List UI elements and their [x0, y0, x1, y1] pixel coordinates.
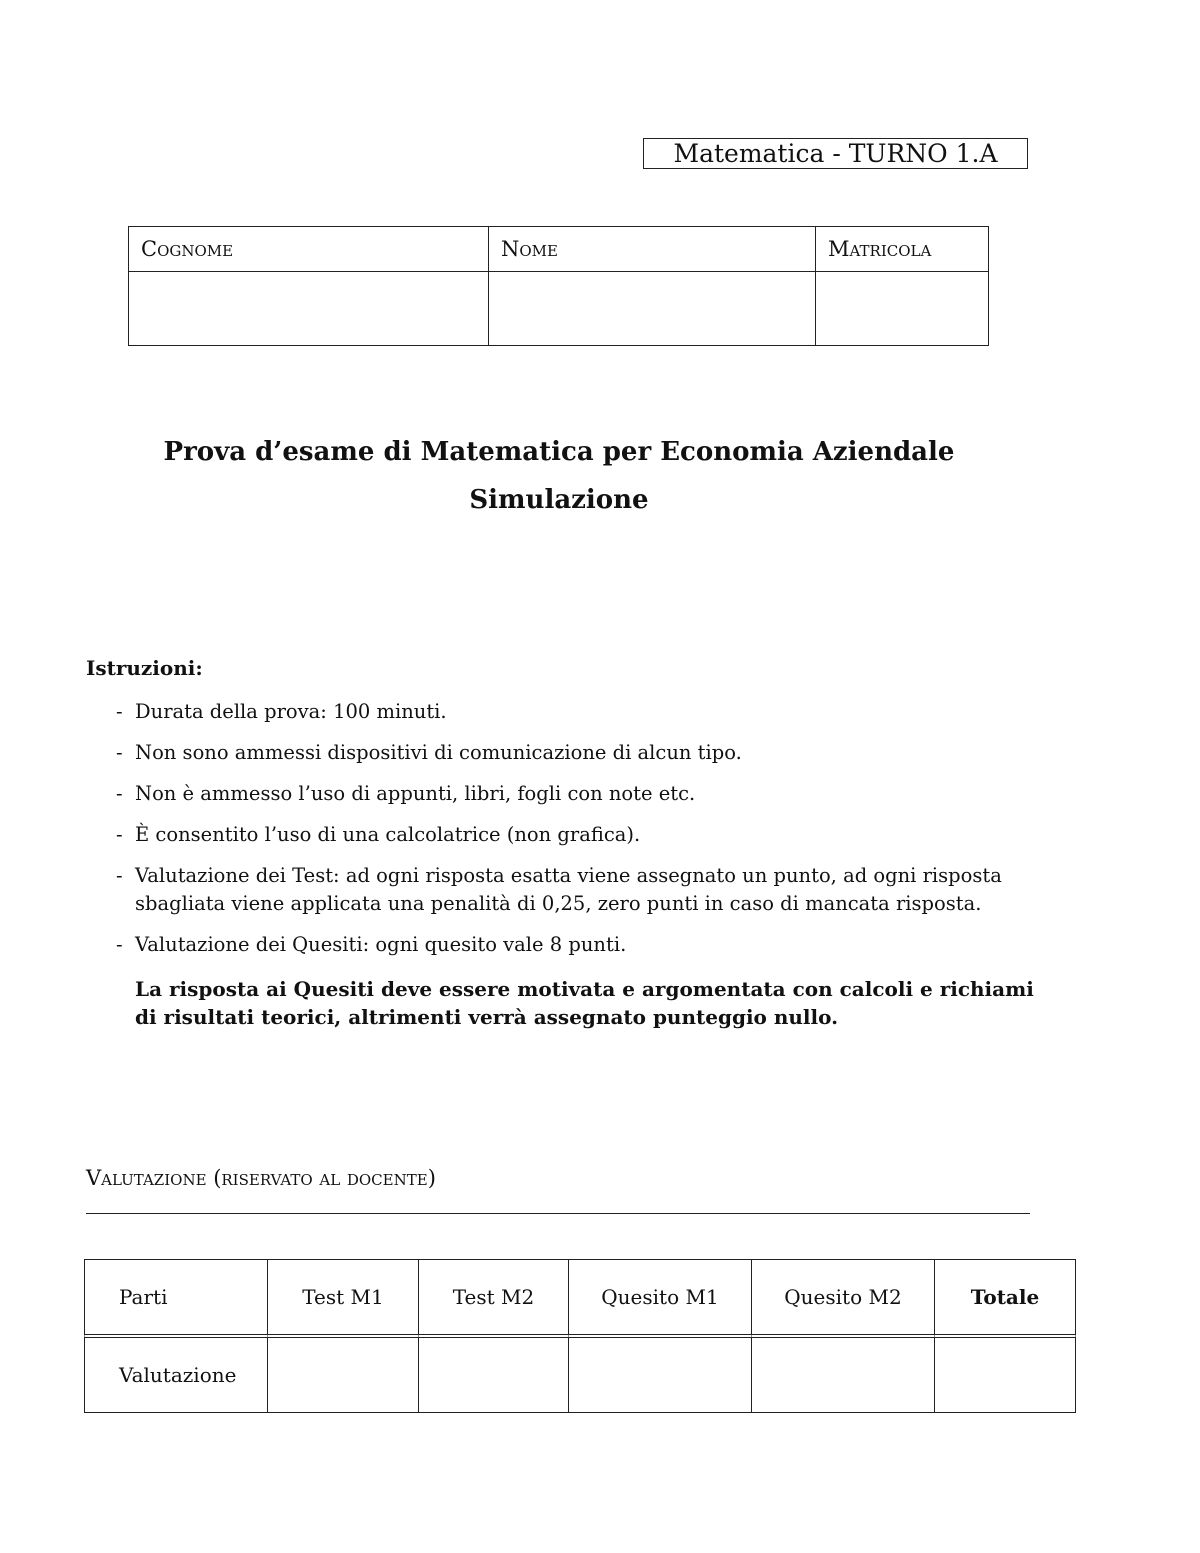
instruction-item: - È consentito l’uso di una calcolatrice (non grafica).: [116, 823, 641, 846]
instructions-heading: Istruzioni:: [86, 656, 203, 680]
quesiti-note: La risposta ai Quesiti deve essere motivata e argomentata con calcoli e richiami di risultati teorici, altrimenti verrà assegnato punteggio nullo.: [135, 977, 1034, 1029]
test-m2-header: Test M2: [419, 1259, 569, 1334]
instruction-item: - Non è ammesso l’uso di appunti, libri, fogli con note etc.: [116, 782, 696, 805]
student-id-header: Matricola: [816, 227, 989, 272]
surname-header: Cognome: [129, 227, 489, 272]
quesito-m1-score-cell[interactable]: [569, 1334, 752, 1413]
quesito-m2-header: Quesito M2: [752, 1259, 935, 1334]
evaluation-row-label: Valutazione: [84, 1334, 268, 1413]
parts-header: Parti: [84, 1259, 268, 1334]
exam-turn-title: Matematica - TURNO 1.A: [643, 138, 1028, 169]
exam-subtitle: Simulazione: [469, 485, 649, 515]
instruction-item: - Durata della prova: 100 minuti.: [116, 700, 447, 723]
evaluation-heading: Valutazione (riservato al docente): [86, 1166, 436, 1190]
quesito-m1-header: Quesito M1: [569, 1259, 752, 1334]
quesito-m2-score-cell[interactable]: [752, 1334, 935, 1413]
surname-field[interactable]: [129, 272, 489, 346]
student-id-field[interactable]: [816, 272, 989, 346]
total-header: Totale: [935, 1259, 1076, 1334]
evaluation-divider: [86, 1213, 1030, 1214]
instruction-item: - Valutazione dei Test: ad ogni risposta esatta viene assegnato un punto, ad ogni risposta sbagliata viene applicata una penalità di 0,25, zero punti in caso di mancata risposta.: [116, 864, 1002, 915]
name-header: Nome: [489, 227, 816, 272]
name-field[interactable]: [489, 272, 816, 346]
instruction-item: - Non sono ammessi dispositivi di comunicazione di alcun tipo.: [116, 741, 742, 764]
test-m1-score-cell[interactable]: [268, 1334, 419, 1413]
exam-title: Prova d’esame di Matematica per Economia Aziendale: [163, 437, 955, 467]
test-m2-score-cell[interactable]: [419, 1334, 569, 1413]
total-score-cell[interactable]: [935, 1334, 1076, 1413]
test-m1-header: Test M1: [268, 1259, 419, 1334]
instructions-list: [116, 698, 1046, 972]
instruction-item: - Valutazione dei Quesiti: ogni quesito vale 8 punti.: [116, 933, 627, 956]
student-info-table: [128, 226, 989, 346]
grading-table: [84, 1259, 1076, 1413]
